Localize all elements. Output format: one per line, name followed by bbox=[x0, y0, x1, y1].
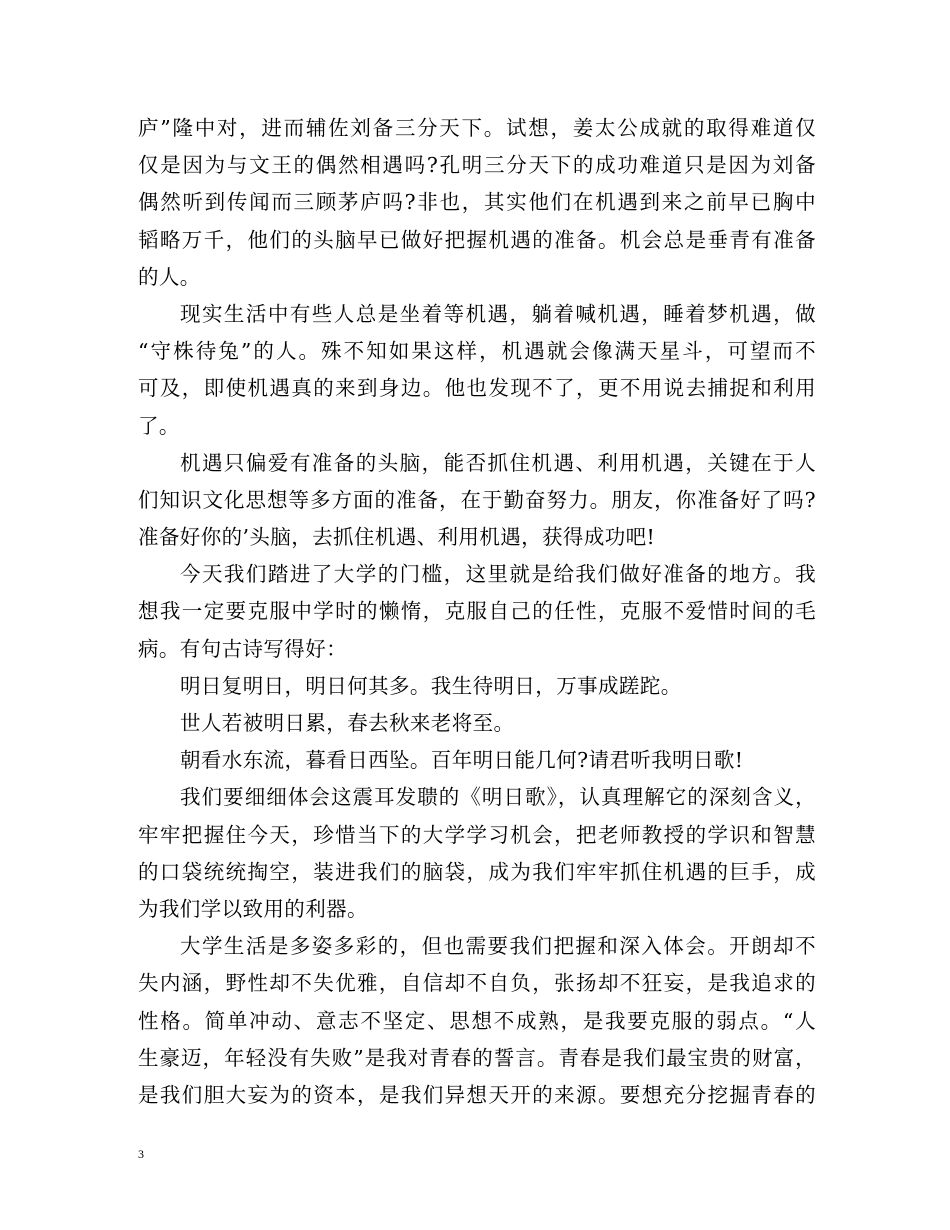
text-line: 是我们胆大妄为的资本，是我们异想天开的来源。要想充分挖掘青春的 bbox=[138, 1082, 816, 1107]
text-line: 病。有句古诗写得好： bbox=[138, 636, 347, 661]
text-line: 庐”隆中对，进而辅佐刘备三分天下。试想，姜太公成就的取得难道仅 bbox=[138, 116, 816, 140]
text-line: 牢牢把握住今天，珍惜当下的大学学习机会，把老师教授的学识和智慧 bbox=[138, 822, 816, 847]
poem-line: 朝看水东流，暮看日西坠。百年明日能几何?请君听我明日歌! bbox=[180, 748, 744, 773]
poem-line: 明日复明日，明日何其多。我生待明日，万事成蹉跎。 bbox=[180, 673, 682, 698]
text-line: 生豪迈，年轻没有失败”是我对青春的誓言。青春是我们最宝贵的财富， bbox=[138, 1045, 816, 1070]
text-line: 机遇只偏爱有准备的头脑，能否抓住机遇、利用机遇，关键在于人 bbox=[180, 450, 816, 475]
text-line: 想我一定要克服中学时的懒惰，克服自己的任性，克服不爱惜时间的毛 bbox=[138, 599, 816, 624]
text-line: 失内涵，野性却不失优雅，自信却不自负，张扬却不狂妄，是我追求的 bbox=[138, 971, 816, 996]
text-line: 大学生活是多姿多彩的，但也需要我们把握和深入体会。开朗却不 bbox=[180, 934, 816, 959]
text-line: “守株待兔”的人。殊不知如果这样，机遇就会像满天星斗，可望而不 bbox=[138, 339, 816, 364]
text-line: 今天我们踏进了大学的门槛，这里就是给我们做好准备的地方。我 bbox=[180, 562, 816, 587]
text-line: 韬略万千，他们的头脑早已做好把握机遇的准备。机会总是垂青有准备 bbox=[138, 227, 816, 252]
text-line: 我们要细细体会这震耳发聩的《明日歌》，认真理解它的深刻含义， bbox=[180, 785, 816, 810]
body-text bbox=[138, 110, 816, 1114]
page-number: 3 bbox=[138, 1147, 144, 1161]
poem-line: 世人若被明日累，春去秋来老将至。 bbox=[180, 711, 515, 735]
text-line: 仅是因为与文王的偶然相遇吗?孔明三分天下的成功难道只是因为刘备 bbox=[138, 153, 816, 178]
text-line: 性格。简单冲动、意志不坚定、思想不成熟，是我要克服的弱点。“人 bbox=[138, 1008, 816, 1033]
text-line: 们知识文化思想等多方面的准备，在于勤奋努力。朋友，你准备好了吗? bbox=[138, 487, 816, 512]
text-line: 的口袋统统掏空，装进我们的脑袋，成为我们牢牢抓住机遇的巨手，成 bbox=[138, 859, 816, 884]
text-line: 的人。 bbox=[138, 264, 201, 289]
text-line: 现实生活中有些人总是坐着等机遇，躺着喊机遇，睡着梦机遇，做 bbox=[180, 301, 816, 326]
text-line: 偶然听到传闻而三顾茅庐吗?非也，其实他们在机遇到来之前早已胸中 bbox=[138, 190, 816, 215]
text-line: 准备好你的’头脑，去抓住机遇、利用机遇，获得成功吧! bbox=[138, 525, 656, 550]
text-line: 了。 bbox=[138, 413, 180, 438]
text-line: 为我们学以致用的利器。 bbox=[138, 896, 368, 921]
text-line: 可及，即使机遇真的来到身边。他也发现不了，更不用说去捕捉和利用 bbox=[138, 376, 816, 401]
